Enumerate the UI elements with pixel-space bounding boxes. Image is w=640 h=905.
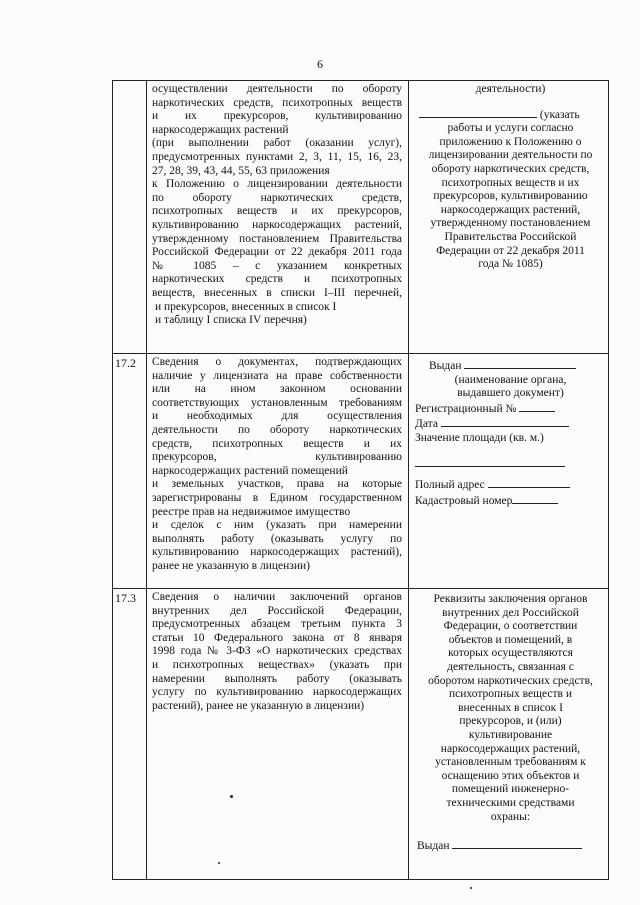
address-field[interactable] <box>488 477 570 488</box>
issued-by-field[interactable] <box>452 838 582 849</box>
police-conclusions-requisites: Реквизиты заключения органов внутренних дел Российской Федерации, о соответствии объектов и помещений, в которых осуществляются деятельность, связанная с оборотом наркотических средств, психотропных веществ и внесенных в список I прекурсоров, и (или) культивирование наркосодержащих растений, установленным требованиям к оснащению этих объектов и помещений инженерно- техническими средствами охраны: Выдан <box>417 593 593 853</box>
table-row-17-3 <box>113 588 608 879</box>
table-row-17-2 <box>113 353 608 588</box>
continued-description: осуществлении деятельности по обороту наркотических средств, психотропных веществ и их прекурсоров, культивированию наркосодержащих растений (при выполнении работ (оказании услуг), предусмотренных пунктами 2, 3, 11, 15, 16, 23, 27, 28, 39, 43, 44, 55, 63 приложения к Положению о лицензировании деятельности по обороту наркотических средств, психотропных веществ и их прекурсоров, культивированию наркосодержащих растений, утвержденному постановлением Правительства Российской Федерации от 22 декабря 2011 года № 1085 – с указанием конкретных наркотических средств и психотропных веществ, внесенных в списки I–III перечней, и прекурсоров, внесенных в список I и таблицу I списка IV перечня) <box>152 83 402 327</box>
row-number: 17.2 <box>115 356 136 370</box>
premises-documents-description: Сведения о документах, подтверждающих наличие у лицензиата на праве собственности или на ином законном основании соответствующих установленным требованиям и необходимых для осуществления деятельности по обороту наркотических средств, психотропных веществ и их прекурсоров, культивированию наркосодержащих растений помещений и земельных участков, права на которые зарегистрированы в Едином государственном реестре прав на недвижимое имущество и сделок с ним (указать при намерении выполнять работу (оказывать услугу по культивированию наркосодержащих растений), ранее не указанную в лицензии) <box>152 356 402 572</box>
issued-label: Выдан <box>429 360 462 372</box>
issued-label: Выдан <box>417 840 450 853</box>
area-field[interactable] <box>415 456 565 467</box>
date-field[interactable] <box>441 416 569 427</box>
premises-documents-fields: Выдан (наименование органа, выдавшего документ) Регистрационный № Дата Значение площади (кв. м.) Полный адрес Кадастровый номер <box>409 354 610 508</box>
table-row-continued <box>113 81 608 353</box>
page-number: 6 <box>317 57 323 71</box>
continued-requisites: деятельности) (указать работы и услуги согласно приложению к Положению о лицензировании деятельности по обороту наркотических средств, психотропных веществ и их прекурсоров, культивированию наркосодержащих растений, утвержденному постановлением Правительства Российской Федерации от 22 декабря 2011 года № 1085) <box>409 81 610 272</box>
scan-speck <box>230 795 233 798</box>
reg-number-field[interactable] <box>519 401 555 412</box>
scan-speck <box>218 862 220 864</box>
scan-speck <box>470 887 472 889</box>
row-number: 17.3 <box>115 591 136 605</box>
issued-by-field[interactable] <box>464 358 576 369</box>
license-info-table <box>112 80 609 880</box>
police-conclusions-description: Сведения о наличии заключений органов внутренних дел Российской Федерации, предусмотренных абзацем третьим пункта 3 статьи 10 Федерального закона от 8 января 1998 года № 3-ФЗ «О наркотических средствах и психотропных веществах» (указать при намерении выполнять работу (оказывать услугу по культивированию наркосодержащих растений), ранее не указанную в лицензии) <box>152 591 402 712</box>
cadastral-field[interactable] <box>512 493 558 504</box>
